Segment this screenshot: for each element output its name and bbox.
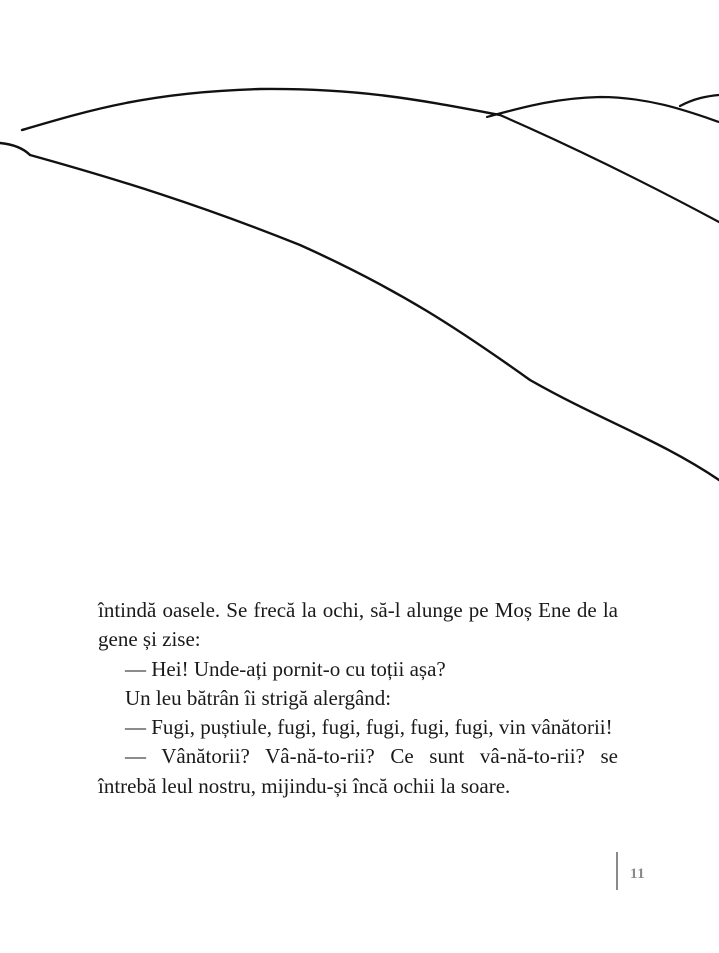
- hill-outline-right: [487, 97, 719, 122]
- hill-outline-small: [680, 95, 719, 106]
- hill-outline-top: [22, 89, 500, 130]
- hill-outline-inner-right: [500, 115, 719, 222]
- story-text: [98, 596, 618, 801]
- paragraph: întindă oasele. Se frecă la ochi, să-l alunge pe Moș Ene de la gene și zise:: [98, 598, 618, 652]
- page-number: 11: [630, 866, 646, 882]
- paragraph: — Vânătorii? Vâ-nă-to-rii? Ce sunt vâ-nă-to-rii? se întrebă leul nostru, mijindu-și încă ochii la soare.: [98, 744, 618, 798]
- hill-outline-inner: [0, 143, 719, 480]
- paragraph: — Hei! Unde-ați pornit-o cu toții așa?: [125, 656, 446, 681]
- page-number-divider: [616, 852, 618, 890]
- paragraph: — Fugi, puștiule, fugi, fugi, fugi, fugi, fugi, vin vânătorii!: [125, 715, 613, 740]
- paragraph: Un leu bătrân îi strigă alergând:: [125, 685, 392, 710]
